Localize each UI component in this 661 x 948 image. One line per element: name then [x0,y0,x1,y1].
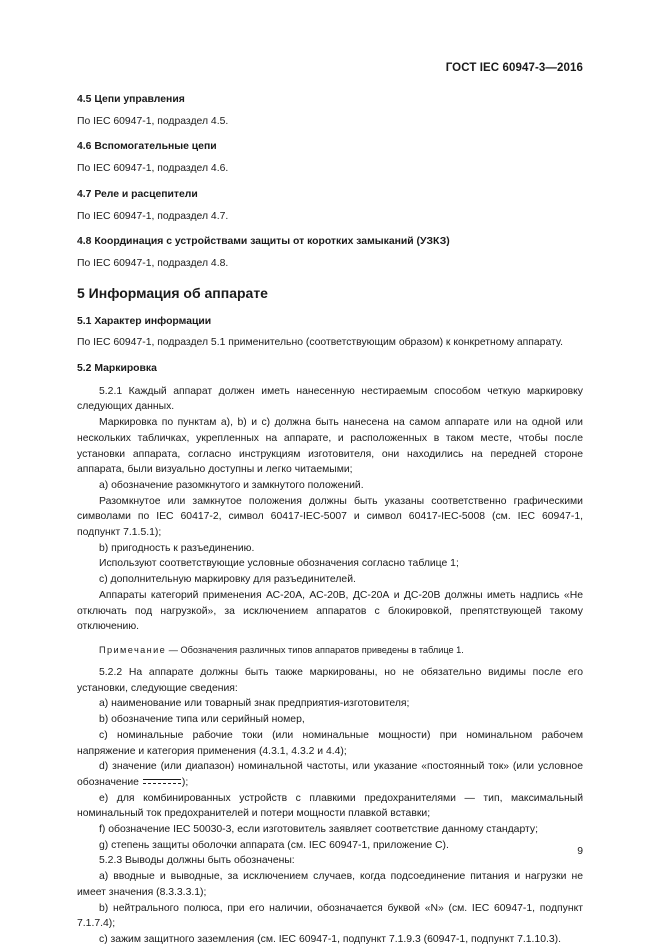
section-4-7-title: 4.7 Реле и расцепители [77,188,198,200]
page-number: 9 [577,846,583,857]
list-item: а) наименование или товарный знак предприятия-изготовителя; [99,698,410,710]
section-4-5-title: 4.5 Цепи управления [77,94,185,105]
section-5-1-title: 5.1 Характер информации [77,315,212,327]
paragraph: 5.2.1 Каждый аппарат должен иметь нанесенную нестираемым способом четкую маркировку следующих данных. [77,385,583,413]
list-item: а) вводные и выводные, за исключением случаев, когда подсоединение питания и нагрузки не имеет значения (8.3.3.3.1); [77,871,583,898]
list-item: b) нейтрального полюса, при его наличии, обозначается буквой «N» (см. IEC 60947-1, подпункт 7.1.7.4); [77,902,583,930]
list-item: b) пригодность к разъединению. [99,542,255,554]
list-item-text: d) значение (или диапазон) номинальной частоты, или указание «постоянный ток» (или условное обозначение [77,761,583,788]
section-5-title: 5 Информация об аппарате [77,284,268,301]
note-label: Примечание [99,644,167,655]
section-5-2-title: 5.2 Маркировка [77,363,157,375]
section-4-7-text: По IEC 60947-1, подраздел 4.7. [77,210,229,222]
list-item: с) номинальные рабочие токи (или номинальные мощности) при номинальном рабочем напряжение и категория применения (4.3.1, 4.3.2 и 4.4); [77,729,583,757]
list-item [77,759,583,790]
note-text: — Обозначения различных типов аппаратов приведены в таблице 1. [166,644,464,655]
section-4-8-text: По IEC 60947-1, подраздел 4.8. [77,257,229,269]
paragraph: Маркировка по пунктам а), b) и с) должна быть нанесена на самом аппарате или на одной или нескольких табличках, укрепленных на аппарате, и расположенных в таком месте, чтобы после установки аппарата, согласно инструкциям изготовителя, они находились на передней стороне аппарата, были визуально доступны и легко читаемыми; [77,417,583,476]
section-4-6-text: По IEC 60947-1, подраздел 4.6. [77,163,229,175]
note [77,643,583,657]
paragraph: 5.2.2 На аппарате должны быть также маркированы, но не обязательно видимы после его установки, следующие сведения: [77,666,583,694]
direct-current-symbol-icon [143,778,181,786]
paragraph: 5.2.3 Выводы должны быть обозначены: [99,855,295,867]
list-item: с) дополнительную маркировку для разъединителей. [99,574,356,586]
list-item-text-end: ); [181,776,189,788]
list-item: f) обозначение IEC 50030-3, если изготовитель заявляет соответствие данному стандарту; [99,824,538,836]
page-content [77,92,583,948]
section-4-8-title: 4.8 Координация с устройствами защиты от коротких замыканий (УЗКЗ) [77,236,450,248]
section-4-6-title: 4.6 Вспомогательные цепи [77,141,217,153]
page-header: ГОСТ IEC 60947-3—2016 [445,62,583,74]
paragraph: Аппараты категорий применения АС-20А, АС-20В, ДС-20А и ДС-20В должны иметь надпись «Не отключать под нагрузкой», за исключением аппаратов с блокировкой, препятствующей такому отключению. [77,589,583,633]
paragraph: Разомкнутое или замкнутое положения должны быть указаны соответственно графическими символами по IEC 60417-2, символ 60417-IEC-5007 и символ 60417-IEC-5008 (см. IEC 60947-1, подпункт 7.1.5.1); [77,495,583,539]
section-5-1-text: По IEC 60947-1, подраздел 5.1 применительно (соответствующим образом) к конкретному аппарату. [77,337,563,349]
list-item: b) обозначение типа или серийный номер, [99,714,305,726]
list-item: е) для комбинированных устройств с плавкими предохранителями — тип, максимальный номинальный ток предохранителей и потери мощности плавкой вставки; [77,792,583,820]
paragraph: Используют соответствующие условные обозначения согласно таблице 1; [99,558,459,570]
list-item: с) зажим защитного заземления (см. IEC 60947-1, подпункт 7.1.9.3 (60947-1, подпункт 7.1.10.3). [99,933,561,945]
list-item: а) обозначение разомкнутого и замкнутого положений. [99,479,364,491]
list-item: g) степень защиты оболочки аппарата (см. IEC 60947-1, приложение С). [99,839,449,851]
section-4-5-text: По IEC 60947-1, подраздел 4.5. [77,115,229,127]
